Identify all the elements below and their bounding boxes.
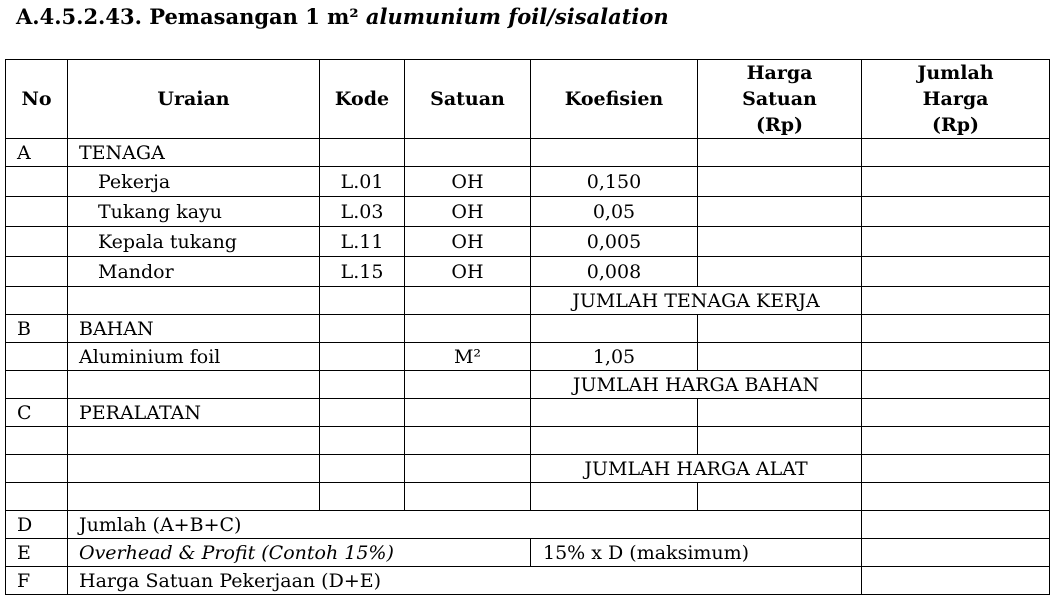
kode-cell [320, 343, 405, 371]
summary-row-e [6, 539, 1050, 567]
summary-no: D [6, 511, 68, 539]
uraian-cell: Aluminium foil [68, 343, 320, 371]
header-jumlah-harga-l1: Jumlah [917, 62, 994, 84]
summary-row-d [6, 511, 1050, 539]
total-label: JUMLAH TENAGA KERJA [531, 287, 862, 315]
header-jumlah-harga-l3: (Rp) [931, 114, 980, 136]
section-label: PERALATAN [68, 399, 320, 427]
satuan-cell: OH [405, 167, 531, 197]
title-italic: alumunium foil/sisalation [365, 4, 669, 29]
section-label: TENAGA [68, 139, 320, 167]
kode-cell: L.15 [320, 257, 405, 287]
header-jumlah-harga [862, 60, 1050, 139]
title-code: A.4.5.2.43. Pemasangan 1 m² [16, 4, 366, 29]
koefisien-cell: 0,150 [531, 167, 698, 197]
header-harga-satuan-l3: (Rp) [755, 114, 804, 136]
header-jumlah-harga-l2: Harga [922, 88, 989, 110]
total-row-alat [6, 455, 1050, 483]
uraian-cell: Pekerja [68, 167, 320, 197]
section-no: C [6, 399, 68, 427]
uraian-cell: Kepala tukang [68, 227, 320, 257]
koefisien-cell: 0,005 [531, 227, 698, 257]
summary-no: F [6, 567, 68, 595]
satuan-cell: M² [405, 343, 531, 371]
header-no: No [6, 60, 68, 139]
kode-cell: L.03 [320, 197, 405, 227]
header-row [6, 60, 1050, 139]
summary-label: Overhead & Profit (Contoh 15%) [68, 539, 531, 567]
page-title [16, 2, 669, 32]
satuan-cell: OH [405, 257, 531, 287]
kode-cell: L.11 [320, 227, 405, 257]
section-row-tenaga [6, 139, 1050, 167]
summary-row-f [6, 567, 1050, 595]
summary-formula: 15% x D (maksimum) [531, 539, 862, 567]
total-label: JUMLAH HARGA ALAT [531, 455, 862, 483]
header-harga-satuan [698, 60, 862, 139]
table-row [6, 343, 1050, 371]
header-kode: Kode [320, 60, 405, 139]
section-row-bahan [6, 315, 1050, 343]
total-row-bahan [6, 371, 1050, 399]
total-row-tenaga [6, 287, 1050, 315]
uraian-cell: Tukang kayu [68, 197, 320, 227]
section-row-peralatan [6, 399, 1050, 427]
section-no: A [6, 139, 68, 167]
header-uraian: Uraian [68, 60, 320, 139]
summary-no: E [6, 539, 68, 567]
section-no: B [6, 315, 68, 343]
header-harga-satuan-l2: Satuan [742, 88, 817, 110]
satuan-cell: OH [405, 197, 531, 227]
price-analysis-table [5, 59, 1050, 595]
total-label: JUMLAH HARGA BAHAN [531, 371, 862, 399]
header-harga-satuan-l1: Harga [746, 62, 813, 84]
kode-cell: L.01 [320, 167, 405, 197]
table-row [6, 167, 1050, 197]
table-row [6, 257, 1050, 287]
koefisien-cell: 1,05 [531, 343, 698, 371]
koefisien-cell: 0,008 [531, 257, 698, 287]
table-row [6, 227, 1050, 257]
table-row [6, 197, 1050, 227]
section-label: BAHAN [68, 315, 320, 343]
table-row [6, 427, 1050, 455]
summary-label: Harga Satuan Pekerjaan (D+E) [68, 567, 862, 595]
satuan-cell: OH [405, 227, 531, 257]
table-row [6, 483, 1050, 511]
koefisien-cell: 0,05 [531, 197, 698, 227]
summary-label: Jumlah (A+B+C) [68, 511, 862, 539]
uraian-cell: Mandor [68, 257, 320, 287]
header-satuan: Satuan [405, 60, 531, 139]
header-koefisien: Koefisien [531, 60, 698, 139]
